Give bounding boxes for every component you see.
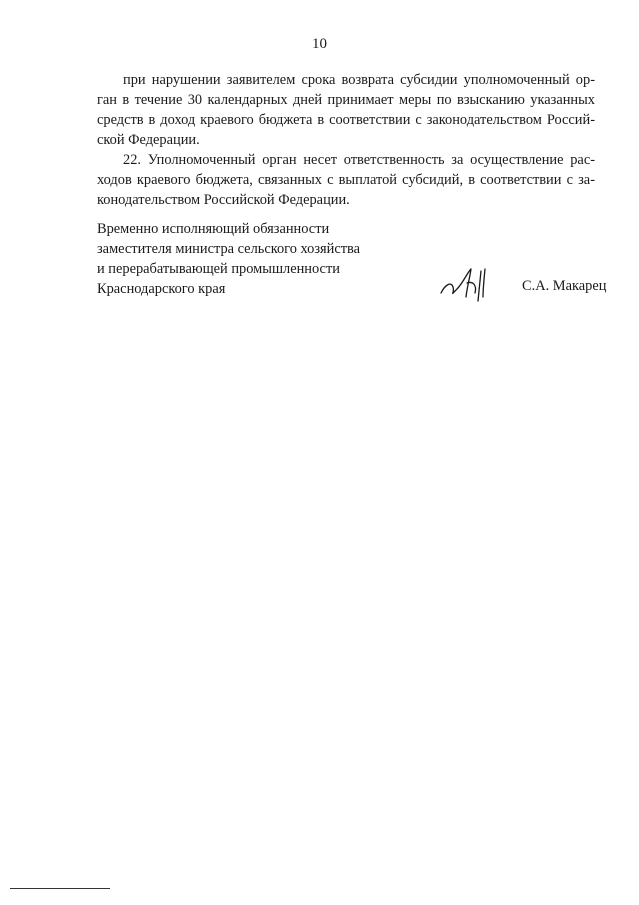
document-body xyxy=(97,70,595,210)
page-number: 10 xyxy=(312,36,327,52)
footnote-separator xyxy=(10,888,110,889)
paragraph-1-line-3: средств в доход краевого бюджета в соответствии с законодательством Россий- xyxy=(97,112,595,128)
paragraph-2-line-2: ходов краевого бюджета, связанных с выплатой субсидий, в соответствии с за- xyxy=(97,172,595,188)
paragraph-2-line-3: конодательством Российской Федерации. xyxy=(97,192,350,208)
position-line-1: Временно исполняющий обязанности xyxy=(97,221,330,237)
position-line-3: и перерабатывающей промышленности xyxy=(97,261,340,277)
position-line-2: заместителя министра сельского хозяйства xyxy=(97,241,361,257)
position-line-4: Краснодарского края xyxy=(97,281,226,297)
paragraph-2-line-1: 22. Уполномоченный орган несет ответственность за осуществление рас- xyxy=(123,152,595,168)
signatory-position xyxy=(97,219,360,299)
paragraph-1-line-2: ган в течение 30 календарных дней принимает меры по взысканию указанных xyxy=(97,92,595,108)
signer-name: С.А. Макарец xyxy=(522,278,607,294)
paragraph-1-line-4: ской Федерации. xyxy=(97,132,200,148)
paragraph-1-line-1: при нарушении заявителем срока возврата субсидии уполномоченный ор- xyxy=(123,72,595,88)
handwritten-signature xyxy=(437,263,497,303)
